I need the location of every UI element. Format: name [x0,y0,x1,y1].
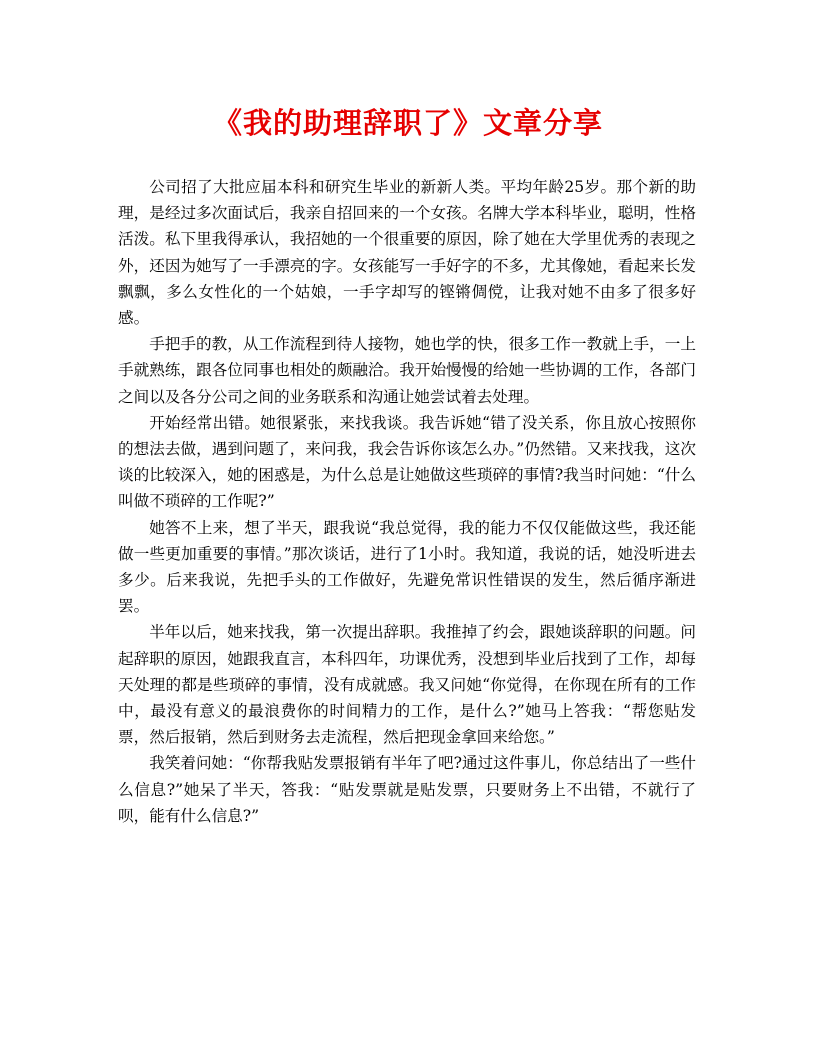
paragraph: 开始经常出错。她很紧张，来找我谈。我告诉她“错了没关系，你且放心按照你的想法去做，遇到问题了，来问我，我会告诉你该怎么办。”仍然错。又来找我，这次谈的比较深入，她的困惑是，为什么总是让她做这些琐碎的事情?我当时问她：“什么叫做不琐碎的工作呢?” [118,413,696,511]
paragraph: 手把手的教，从工作流程到待人接物，她也学的快，很多工作一教就上手，一上手就熟练，跟各位同事也相处的颇融洽。我开始慢慢的给她一些协调的工作，各部门之间以及各分公司之间的业务联系和沟通让她尝试着去处理。 [118,335,696,406]
paragraph: 半年以后，她来找我，第一次提出辞职。我推掉了约会，跟她谈辞职的问题。问起辞职的原因，她跟我直言，本科四年，功课优秀，没想到毕业后找到了工作，却每天处理的都是些琐碎的事情，没有成就感。我又问她“你觉得，在你现在所有的工作中，最没有意义的最浪费你的时间精力的工作，是什么?”她马上答我：“帮您贴发票，然后报销，然后到财务去走流程，然后把现金拿回来给您。” [118,623,696,747]
paragraph: 她答不上来，想了半天，跟我说“我总觉得，我的能力不仅仅能做这些，我还能做一些更加重要的事情。”那次谈话，进行了1小时。我知道，我说的话，她没听进去多少。后来我说，先把手头的工作做好，先避免常识性错误的发生，然后循序渐进罢。 [118,518,696,616]
paragraph: 我笑着问她：“你帮我贴发票报销有半年了吧?通过这件事儿，你总结出了一些什么信息?”她呆了半天，答我：“贴发票就是贴发票，只要财务上不出错，不就行了呗，能有什么信息?” [118,754,696,825]
article-body [118,174,696,829]
document-title: 《我的助理辞职了》文章分享 [212,106,603,140]
paragraph: 公司招了大批应届本科和研究生毕业的新新人类。平均年龄25岁。那个新的助理，是经过多次面试后，我亲自招回来的一个女孩。名牌大学本科毕业，聪明，性格活泼。私下里我得承认，我招她的一个很重要的原因，除了她在大学里优秀的表现之外，还因为她写了一手漂亮的字。女孩能写一手好字的不多，尤其像她，看起来长发飘飘，多么女性化的一个姑娘，一手字却写的铿锵倜傥，让我对她不由多了很多好感。 [118,178,696,328]
